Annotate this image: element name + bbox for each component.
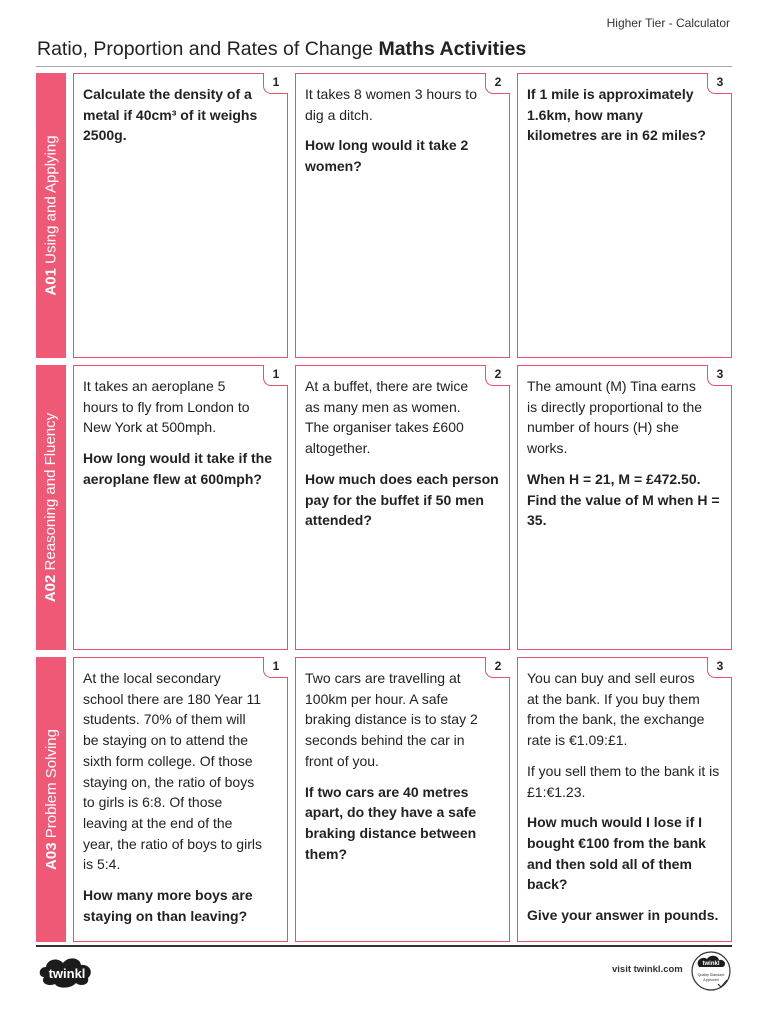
section-tab-a03 <box>36 657 66 942</box>
badge-line2: Approved <box>703 978 719 982</box>
card-number: 3 <box>707 657 732 678</box>
section-code: A02 <box>42 574 60 603</box>
context-text: At the local secondary school there are 180 Year 11 students. 70% of them will be staying on to attend the sixth form college. Of those staying on, the ratio of boys to girls is 6:8. Of those leaving at the end of the year, the ratio of boys to girls is 5:4. <box>83 670 262 873</box>
question-text: How many more boys are staying on than leaving? <box>83 887 253 924</box>
question-text: Give your answer in pounds. <box>527 907 719 924</box>
visit-link[interactable]: visit twinkl.com <box>612 964 683 975</box>
title-regular: Ratio, Proportion and Rates of Change <box>37 38 374 60</box>
card-number: 1 <box>263 73 288 94</box>
question-text: How long would it take 2 women? <box>305 137 469 175</box>
section-code: A03 <box>42 842 60 870</box>
card-number: 2 <box>485 73 510 94</box>
context-text: If you sell them to the bank it is £1:€1.23. <box>527 762 720 800</box>
activity-card <box>517 73 732 358</box>
card-number: 1 <box>263 365 288 386</box>
section-name: Reasoning and Fluency <box>42 412 60 571</box>
twinkl-logo <box>36 953 98 991</box>
card-number: 2 <box>485 365 510 386</box>
context-text: The amount (M) Tina earns is directly proportional to the number of hours (H) she works. <box>527 378 703 457</box>
section-label <box>43 413 60 602</box>
question-text: How much does each person pay for the buffet if 50 men attended? <box>305 470 499 529</box>
question-text: If two cars are 40 metres apart, do they have a safe braking distance between them? <box>305 783 477 862</box>
page-title <box>37 38 526 61</box>
card-number: 3 <box>707 73 732 94</box>
quality-badge-icon <box>690 950 732 992</box>
title-bold: Maths Activities <box>378 38 527 60</box>
activity-card <box>295 657 510 942</box>
card-number: 3 <box>707 365 732 386</box>
activity-card <box>517 657 732 942</box>
section-name: Problem Solving <box>42 729 60 839</box>
card-number: 1 <box>263 657 288 678</box>
question-text: Calculate the density of a metal if 40cm³ of it weighs 2500g. <box>83 86 258 144</box>
context-text: It takes 8 women 3 hours to dig a ditch. <box>305 86 477 123</box>
activity-card <box>73 365 288 650</box>
activity-card <box>73 73 288 358</box>
question-text: How long would it take if the aeroplane flew at 600mph? <box>83 450 272 487</box>
card-number: 2 <box>485 657 510 678</box>
badge-line1: Quality Standard <box>697 973 725 977</box>
section-name: Using and Applying <box>42 135 60 264</box>
activity-card <box>73 657 288 942</box>
context-text: Two cars are travelling at 100km per hour. A safe braking distance is to stay 2 seconds behind the car in front of you. <box>305 670 478 769</box>
badge-brand: twinkl <box>702 961 720 967</box>
footer-divider <box>36 945 732 947</box>
activity-card <box>517 365 732 650</box>
section-tab-a02 <box>36 365 66 650</box>
context-text: It takes an aeroplane 5 hours to fly from London to New York at 500mph. <box>83 378 250 436</box>
section-label <box>43 135 60 295</box>
question-text: How much would I lose if I bought €100 from the bank and then sold all of them back? <box>527 814 706 893</box>
logo-text: twinkl <box>48 966 86 981</box>
tier-label: Higher Tier - Calculator <box>606 16 730 30</box>
context-text: At a buffet, there are twice as many men as women. The organiser takes £600 altogether. <box>305 378 469 457</box>
section-label <box>43 729 60 870</box>
context-text: You can buy and sell euros at the bank. If you buy them from the bank, the exchange rate is €1.09:£1. <box>527 670 705 749</box>
activity-card <box>295 365 510 650</box>
activity-card <box>295 73 510 358</box>
section-code: A01 <box>42 268 60 296</box>
question-text: When H = 21, M = £472.50. Find the value of M when H = 35. <box>527 470 720 529</box>
header-divider <box>36 66 732 67</box>
question-text: If 1 mile is approximately 1.6km, how many kilometres are in 62 miles? <box>527 86 706 144</box>
section-tab-a01 <box>36 73 66 358</box>
